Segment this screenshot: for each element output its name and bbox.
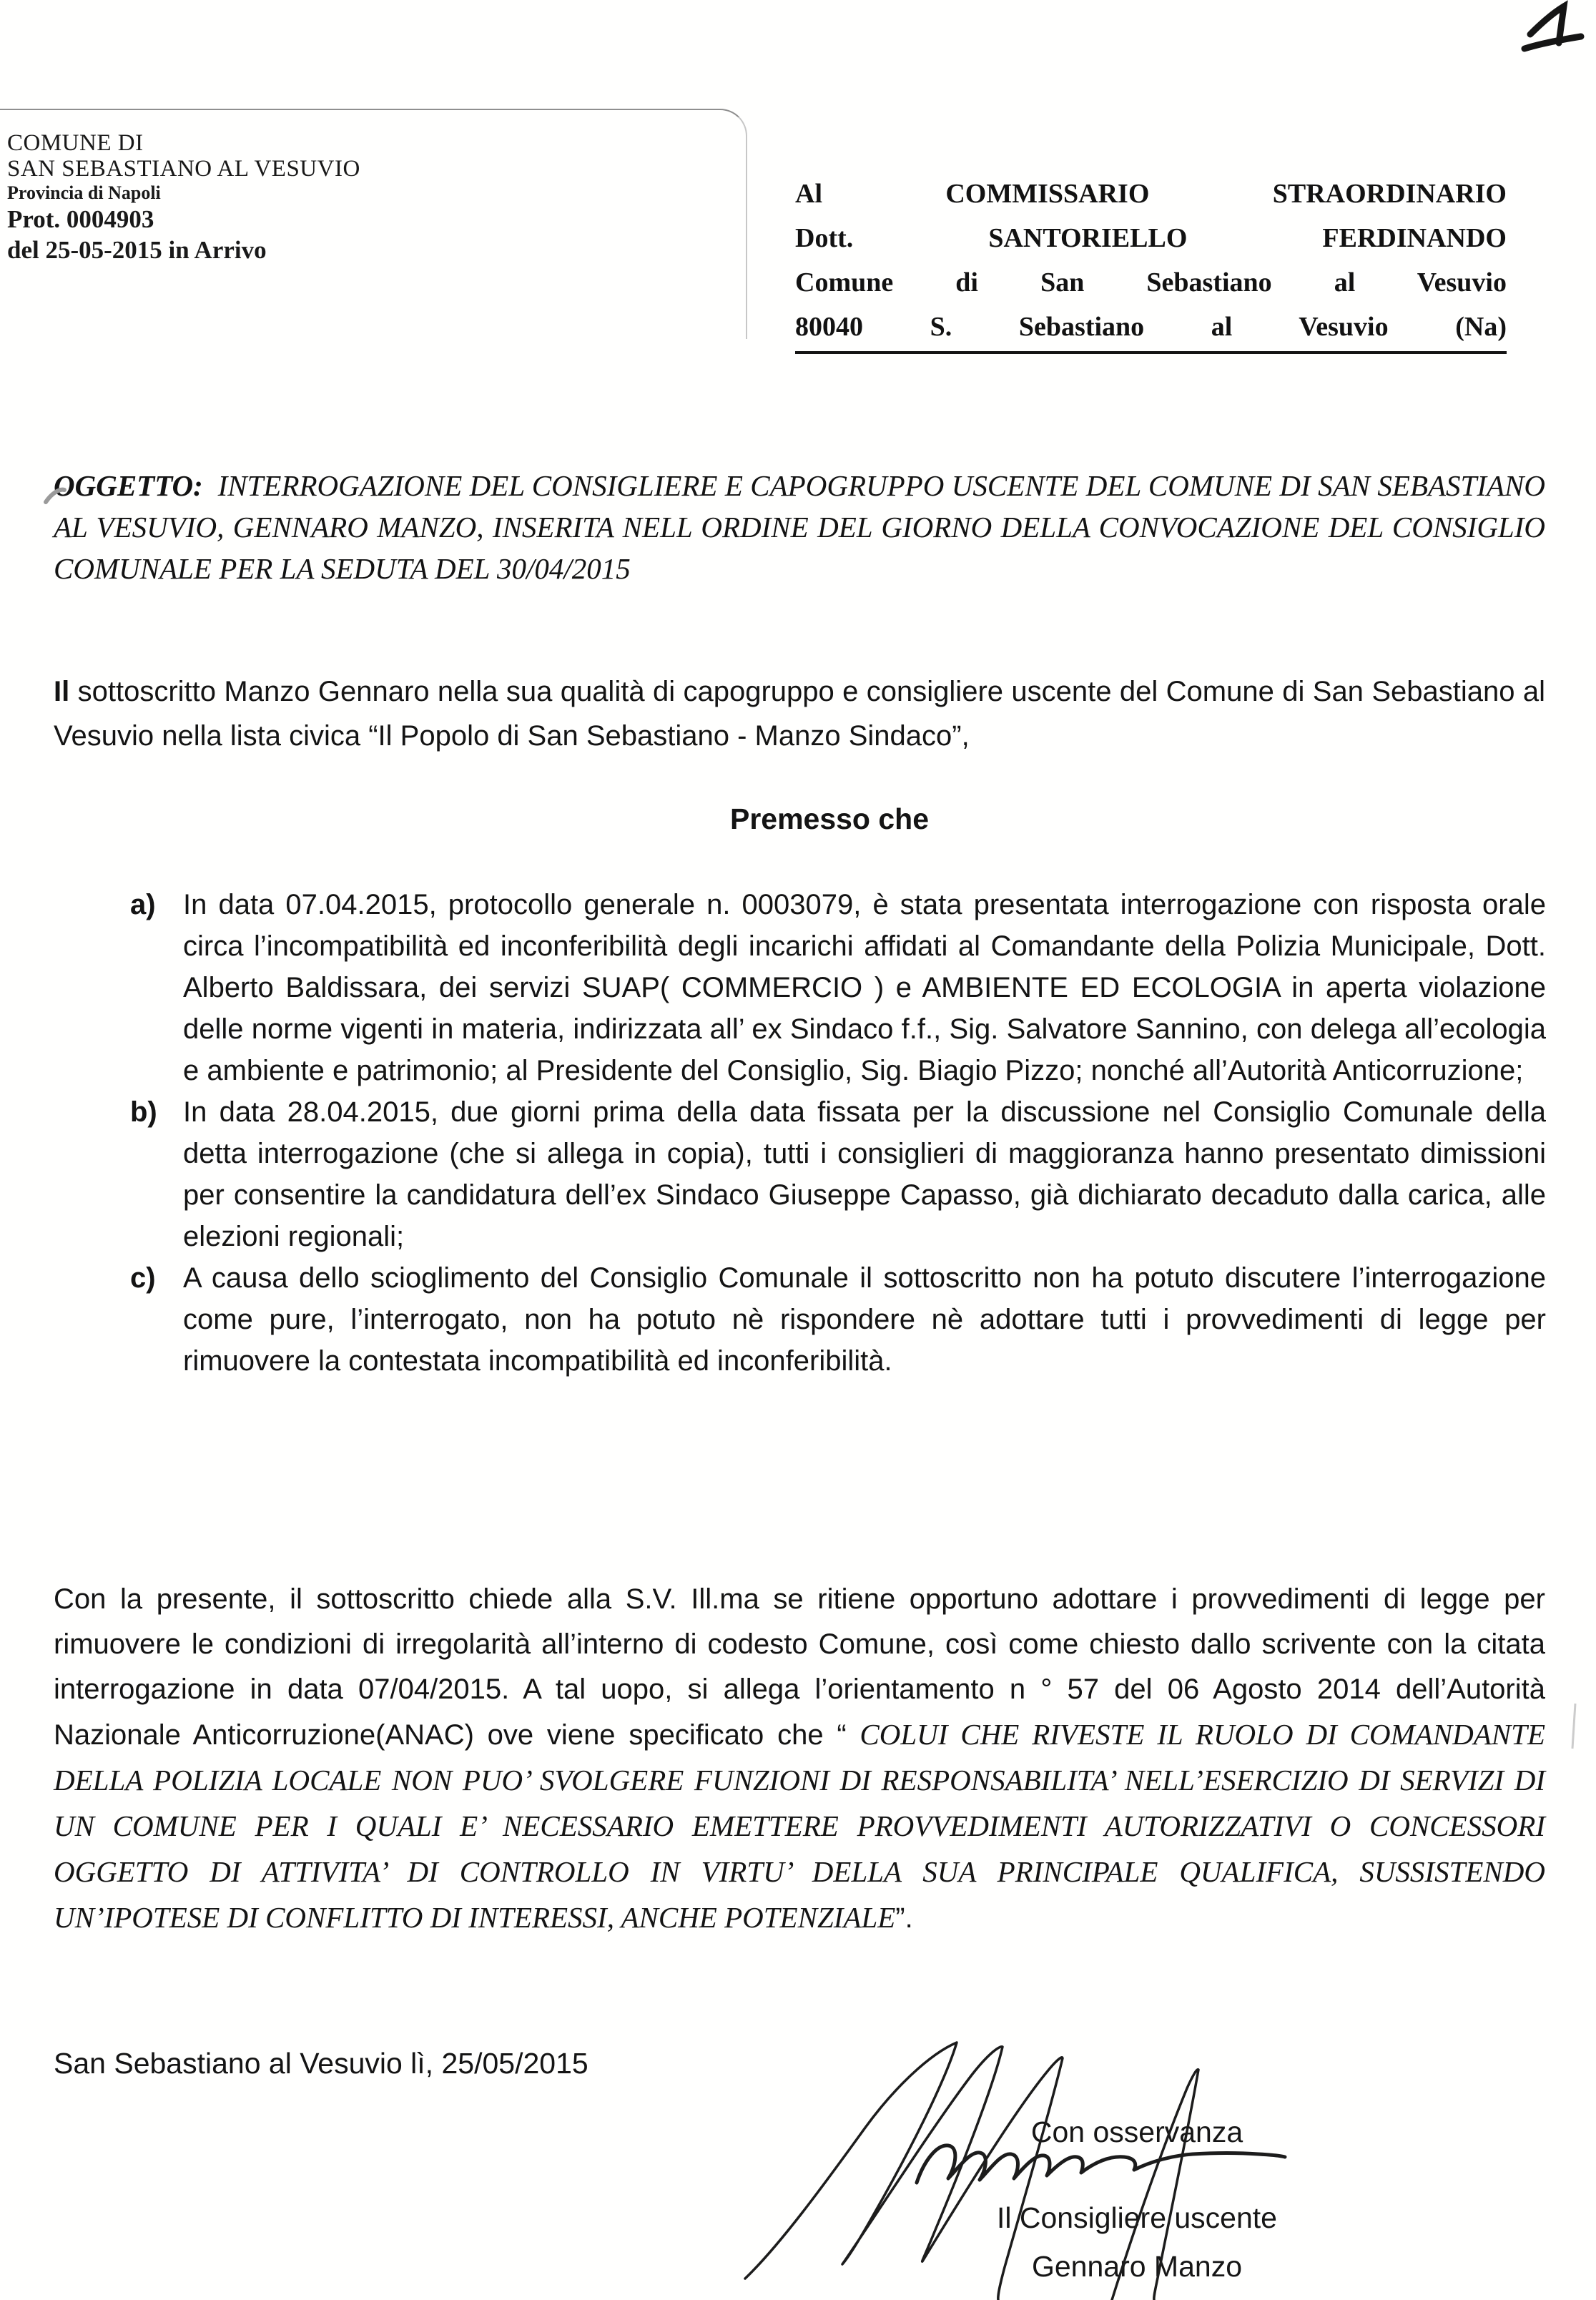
premise-label-c: c): [130, 1262, 156, 1294]
protocol-stamp: [7, 130, 450, 266]
stamp-province: Provincia di Napoli: [7, 182, 161, 203]
closing-text-2: ”.: [895, 1902, 913, 1934]
premise-item-a: [130, 884, 1546, 1091]
premise-heading: Premesso che: [729, 802, 930, 835]
subject-text: INTERROGAZIONE DEL CONSIGLIERE E CAPOGRUPPO USCENTE DEL COMUNE DI SAN SEBASTIANO AL VESUVIO, GENNARO MANZO, INSERITA NELL ORDINE DEL GIORNO DELLA CONVOCAZIONE DEL CONSIGLIO COMUNALE PER LA SEDUTA DEL 30/04/2015: [54, 469, 1545, 585]
closing-text-1: Con la presente, il sottoscritto chiede alla S.V. Ill.ma se ritiene opportuno adottare i provvedimenti di legge per rimuovere le condizioni di irregolarità all’interno di codesto Comune, così come chiesto dallo scrivente con la citata interrogazione in data 07/04/2015. A tal uopo, si allega l’orientamento n ° 57 del 06 Agosto 2014 dell’Autorità Nazionale Anticorruzione(ANAC) ove viene specificato che “: [54, 1583, 1545, 1751]
subject-label: OGGETTO:: [54, 469, 203, 502]
recipient-title: Al COMMISSARIO STRAORDINARIO: [795, 179, 1507, 209]
closing-paragraph: [54, 1577, 1545, 1941]
premise-label-b: b): [130, 1096, 157, 1128]
signature-name: Gennaro Manzo: [1031, 2250, 1242, 2283]
stamp-protocol-number: Prot. 0004903: [7, 205, 154, 233]
intro-paragraph: [54, 669, 1545, 758]
recipient-block: [795, 172, 1507, 354]
stamp-arrival-date: del 25-05-2015 in Arrivo: [7, 236, 267, 264]
intro-lead: Il: [54, 676, 70, 707]
signature-salutation: Con osservanza: [1030, 2115, 1243, 2148]
closing-quote: COLUI CHE RIVESTE IL RUOLO DI COMANDANTE DELLA POLIZIA LOCALE NON PUO’ SVOLGERE FUNZIONI DI RESPONSABILITA’ NELL’ESERCIZIO DI SERVIZI DI UN COMUNE PER I QUALI E’ NECESSARIO EMETTERE PROVVEDIMENTI AUTORIZZATIVI O CONCESSORI OGGETTO DI ATTIVITA’ DI CONTROLLO IN VIRTU’ DELLA SUA PRINCIPALE QUALIFICA, SUSSISTENDO UN’IPOTESE DI CONFLITTO DI INTERESSI, ANCHE POTENZIALE: [54, 1718, 1545, 1934]
handwritten-page-number: [1524, 6, 1581, 49]
stamp-municipality-line2: SAN SEBASTIANO AL VESUVIO: [7, 156, 360, 182]
premise-text-b: In data 28.04.2015, due giorni prima della data fissata per la discussione nel Consiglio Comunale della detta interrogazione (che si allega in copia), tutti i consiglieri di maggioranza hanno presentato dimissioni per consentire la candidatura dell’ex Sindaco Giuseppe Capasso, già dichiarato decaduto dalla carica, alle elezioni regionali;: [183, 1096, 1546, 1252]
premise-label-a: a): [130, 889, 156, 920]
dateline: San Sebastiano al Vesuvio lì, 25/05/2015: [54, 2047, 588, 2080]
premise-item-c: [130, 1257, 1546, 1382]
premise-item-b: [130, 1091, 1546, 1257]
subject-paragraph: [54, 465, 1545, 589]
premises-list: [130, 884, 1546, 1382]
intro-text: sottoscritto Manzo Gennaro nella sua qualità di capogruppo e consigliere uscente del Comune di San Sebastiano al Vesuvio nella lista civica “Il Popolo di San Sebastiano - Manzo Sindaco”,: [54, 676, 1545, 752]
recipient-entity: Comune di San Sebastiano al Vesuvio: [795, 267, 1507, 298]
scan-artifact: [1572, 1704, 1575, 1749]
recipient-name: Dott. SANTORIELLO FERDINANDO: [795, 223, 1507, 253]
recipient-address: 80040 S. Sebastiano al Vesuvio (Na): [795, 305, 1507, 354]
premise-text-c: A causa dello scioglimento del Consiglio Comunale il sottoscritto non ha potuto discutere l’interrogazione come pure, l’interrogato, non ha potuto nè rispondere nè adottare tutti i provvedimenti di legge per rimuovere la contestata incompatibilità ed inconferibilità.: [183, 1262, 1546, 1377]
stamp-municipality-line1: COMUNE DI: [7, 130, 144, 156]
signature-role: Il Consigliere uscente: [997, 2201, 1277, 2234]
premise-text-a: In data 07.04.2015, protocollo generale n. 0003079, è stata presentata interrogazione con risposta orale circa l’incompatibilità ed inconferibilità degli incarichi affidati al Comandante della Polizia Municipale, Dott. Alberto Baldissara, dei servizi SUAP( COMMERCIO ) e AMBIENTE ED ECOLOGIA in aperta violazione delle norme vigenti in materia, indirizzata all’ ex Sindaco f.f., Sig. Salvatore Sannino, con delega all’ecologia e ambiente e patrimonio; al Presidente del Consiglio, Sig. Biagio Pizzo; nonché all’Autorità Anticorruzione;: [183, 889, 1546, 1086]
